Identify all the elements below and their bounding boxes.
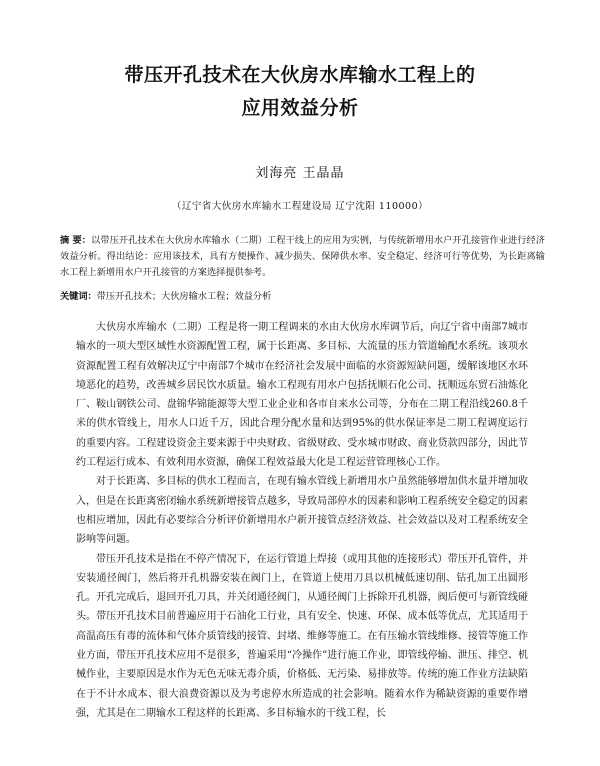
abstract-label: 摘 要：: [60, 235, 92, 246]
body-paragraph: 对于长距离、多目标的供水工程而言，在现有输水管线上新增用水户虽然能够增加供水量并增加收入，但是在长距离密闭输水系统新增接管点越多，导致局部停水的因素和影响工程系统安全稳定的因素也相应增加，因此有必要综合分析评价新增用水户新开接管点经济效益、社会效益以及对工程系统安全影响等问题。: [76, 476, 528, 546]
body-paragraph: 带压开孔技术是指在不停产情况下，在运行管道上焊接（或用其他的连接形式）带压开孔管件，并安装通径阀门，然后将开孔机器安装在阀门上，在管道上使用刀具以机械低速切削、钻孔加工出圆形孔。开孔完成后，退回开孔刀具，并关闭通径阀门，从通径阀门上拆除开孔机器，阀后便可与新管线碰头。带压开孔技术目前普遍应用于石油化工行业，具有安全、快速、环保、成本低等优点，尤其适用于高温高压有毒的流体和气体介质管线的接管、封堵、维修等施工。在有压输水管线维修、接管等施工作业方面，带压开孔技术应用不是很多，普遍采用“冷操作”进行施工作业，即管线停输、泄压、排空、机械作业，主要原因是水作为无色无味无毒介质，价格低、无污染、易排放等。传统的施工作业方法缺陷在于不计水成本、很大浪费资源以及为考虑停水所造成的社会影响。随着水作为稀缺资源的重要作增强，尤其是在二期输水工程这样的长距离、多目标输水的干线工程，长: [76, 553, 528, 719]
affiliation: （辽宁省大伙房水库输水工程建设局 辽宁沈阳 110000）: [171, 201, 429, 212]
body-paragraph: 大伙房水库输水（二期）工程是将一期工程调来的水由大伙房水库调节后，向辽宁省中南部7城市输水的一项大型区域性水资源配置工程，属于长距离、多目标、大流量的压力管道输配水系统。该项水资源配置工程有效解决辽宁中南部7个城市在经济社会发展中面临的水资源短缺问题，缓解该地区水环境恶化的趋势，改善城乡居民饮水质量。输水工程现有用水户包括抚顺石化公司、抚顺远东贸石油炼化厂、鞍山钢铁公司、盘锦华锦能源等大型工业企业和各市自来水公司等，分布在二期工程沿线260.8千米的供水管线上，用水人口近千万，因此合理分配水量和达到95%的供水保证率是二期工程调度运行的重要内容。工程建设资金主要来源于中央财政、省级财政、受水城市财政、商业贷款四部分，因此节约工程运行成本、有效利用水资源，确保工程效益最大化是工程运营管理核心工作。: [76, 322, 528, 469]
paper-title-line1: 带压开孔技术在大伙房水库输水工程上的: [124, 64, 476, 86]
body-text: [76, 318, 528, 723]
keywords: [60, 289, 545, 305]
keywords-text: 带压开孔技术；大伙房输水工程；效益分析: [96, 291, 272, 302]
abstract: [60, 233, 545, 281]
keywords-label: 关键词：: [60, 291, 97, 302]
paper-title-line2: 应用效益分析: [241, 97, 359, 119]
authors: 刘海亮 王晶晶: [255, 166, 345, 181]
abstract-text: 以带压开孔技术在大伙房水库输水（二期）工程干线上的应用为实例，与传统新增用水户开孔接管作业进行经济效益分析。得出结论：应用该技术，具有方便操作、减少损失、保障供水率、安全稳定、经济可行等优势，为长距离输水工程上新增用水户开孔接管的方案选择提供参考。: [60, 235, 545, 278]
